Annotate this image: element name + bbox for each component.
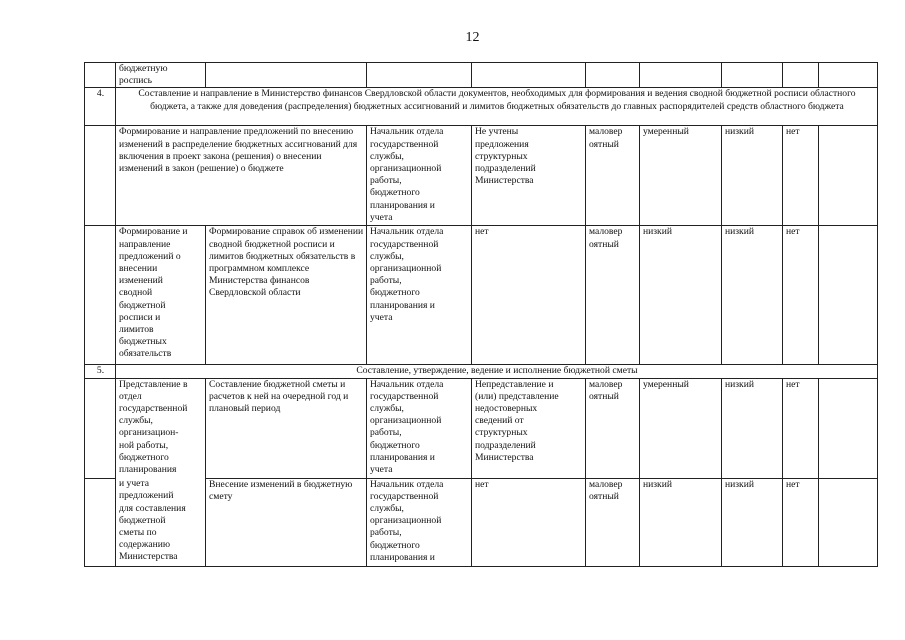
table-cell (85, 478, 116, 566)
level-cell: низкий (722, 126, 783, 226)
impact-cell: низкий (640, 478, 722, 566)
section-number: 4. (85, 88, 116, 126)
table-row (85, 478, 878, 566)
section-row (85, 88, 878, 126)
section-row (85, 365, 878, 378)
table-cell (819, 378, 878, 478)
table-cell (85, 126, 116, 226)
risk-table (84, 62, 878, 567)
flag-cell: нет (783, 378, 819, 478)
process-cell: Формирование и направление предложений о внесении изменений сводной бюджетной росписи и лимитов бюджетных обязательств (116, 226, 206, 365)
risk-cell: нет (472, 478, 586, 566)
risk-cell: нет (472, 226, 586, 365)
probability-cell: маловер оятный (586, 226, 640, 365)
table-cell (783, 63, 819, 88)
impact-cell: низкий (640, 226, 722, 365)
position-cell: Начальник отдела государственной службы, организационной работы, бюджетного планирования и (367, 478, 472, 566)
probability-cell: маловер оятный (586, 126, 640, 226)
table-cell (819, 63, 878, 88)
table-cell (367, 63, 472, 88)
table-cell (85, 378, 116, 478)
table-cell (640, 63, 722, 88)
flag-cell: нет (783, 126, 819, 226)
risk-cell: Непредставление и (или) представление недостоверных сведений от структурных подразделений Министерства (472, 378, 586, 478)
table-row (85, 126, 878, 226)
process-cell: и учета предложений для составления бюджетной сметы по содержанию Министерства (116, 478, 206, 566)
impact-cell: умеренный (640, 126, 722, 226)
table-row (85, 378, 878, 478)
section-number: 5. (85, 365, 116, 378)
table-cell (85, 63, 116, 88)
section-title: Составление и направление в Министерство финансов Свердловской области документов, необходимых для формирования и ведения сводной бюджетной росписи областного бюджета, а также для доведения (распределения) бюджетных ассигнований и лимитов бюджетных обязательств до главных распорядителей средств областного бюджета (116, 88, 878, 126)
operation-cell: Составление бюджетной сметы и расчетов к ней на очередной год и плановый период (206, 378, 367, 478)
table-cell (819, 226, 878, 365)
page-number: 12 (465, 30, 480, 45)
process-cell: Представление в отдел государственной службы, организацион- ной работы, бюджетного планирования (116, 378, 206, 478)
level-cell: низкий (722, 226, 783, 365)
probability-cell: маловер оятный (586, 378, 640, 478)
table-cell (85, 226, 116, 365)
table-cell (722, 63, 783, 88)
flag-cell: нет (783, 226, 819, 365)
table-cell: бюджетную роспись (116, 63, 206, 88)
position-cell: Начальник отдела государственной службы, организационной работы, бюджетного планирования и учета (367, 226, 472, 365)
process-cell: Формирование и направление предложений по внесению изменений в распределение бюджетных ассигнований для включения в проект закона (решения) о внесении изменений в закон (решение) о бюджете (116, 126, 367, 226)
risk-cell: Не учтены предложения структурных подразделений Министерства (472, 126, 586, 226)
table-cell (206, 63, 367, 88)
flag-cell: нет (783, 478, 819, 566)
table-cell (472, 63, 586, 88)
table-cell (819, 478, 878, 566)
probability-cell: маловер оятный (586, 478, 640, 566)
operation-cell: Формирование справок об изменении сводной бюджетной росписи и лимитов бюджетных обязательств в программном комплексе Министерства финансов Свердловской области (206, 226, 367, 365)
table-row (85, 63, 878, 88)
table-cell (586, 63, 640, 88)
table-cell (819, 126, 878, 226)
operation-cell: Внесение изменений в бюджетную смету (206, 478, 367, 566)
level-cell: низкий (722, 378, 783, 478)
section-title: Составление, утверждение, ведение и исполнение бюджетной сметы (116, 365, 878, 378)
table-row (85, 226, 878, 365)
impact-cell: умеренный (640, 378, 722, 478)
level-cell: низкий (722, 478, 783, 566)
position-cell: Начальник отдела государственной службы, организационной работы, бюджетного планирования и учета (367, 126, 472, 226)
position-cell: Начальник отдела государственной службы, организационной работы, бюджетного планирования и учета (367, 378, 472, 478)
